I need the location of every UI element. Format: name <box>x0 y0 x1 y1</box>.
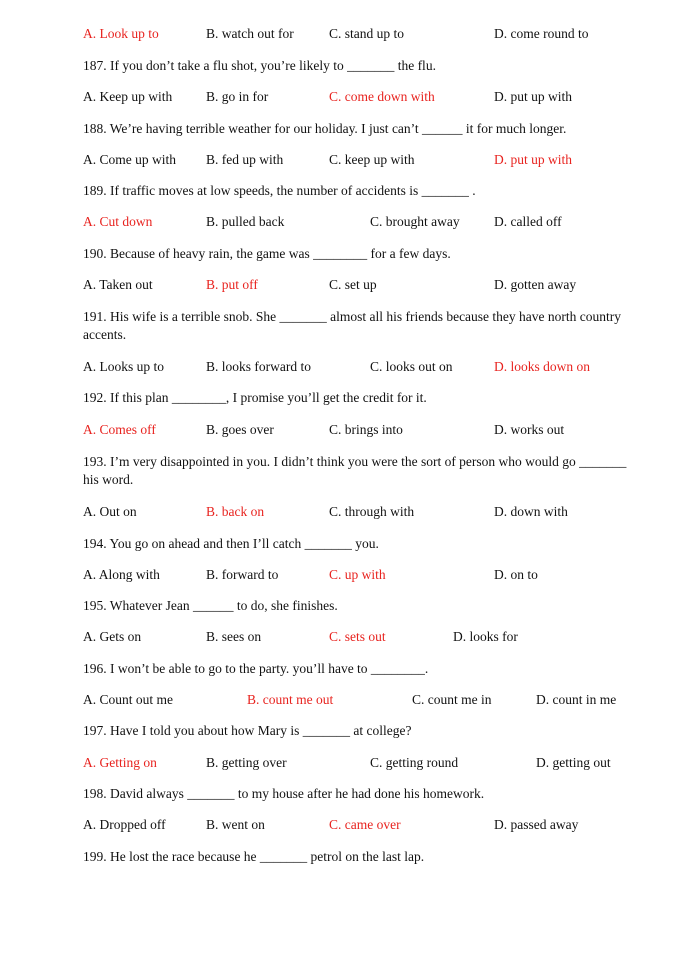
option-c: C. looks out on <box>370 359 453 374</box>
option-b: B. pulled back <box>206 214 285 229</box>
option-d: D. on to <box>494 567 538 582</box>
option-b: B. go in for <box>206 89 269 104</box>
question-196: 196. I won’t be able to go to the party. you’ll have to ________. <box>83 661 429 676</box>
option-b: B. goes over <box>206 422 274 437</box>
option-a: A. Cut down <box>83 214 153 229</box>
option-b: B. put off <box>206 277 258 292</box>
option-d: D. put up with <box>494 152 573 167</box>
option-b: B. sees on <box>206 629 262 644</box>
option-c: C. set up <box>329 277 377 292</box>
option-a: A. Along with <box>83 567 160 582</box>
option-c: C. up with <box>329 567 386 582</box>
option-a: A. Keep up with <box>83 89 173 104</box>
question-189: 189. If traffic moves at low speeds, the number of accidents is _______ . <box>83 183 476 198</box>
question-191: 191. His wife is a terrible snob. She _______ almost all his friends because they have north country accents. <box>83 309 622 342</box>
option-b: B. went on <box>206 817 265 832</box>
option-d: D. come round to <box>494 26 589 41</box>
option-b: B. watch out for <box>206 26 294 41</box>
question-194: 194. You go on ahead and then I’ll catch _______ you. <box>83 536 379 551</box>
option-c: C. count me in <box>412 692 492 707</box>
option-d: D. down with <box>494 504 568 519</box>
option-d: D. gotten away <box>494 277 577 292</box>
option-b: B. forward to <box>206 567 279 582</box>
option-a: A. Count out me <box>83 692 173 707</box>
option-a: A. Come up with <box>83 152 176 167</box>
option-c: C. through with <box>329 504 415 519</box>
question-193: 193. I’m very disappointed in you. I didn’t think you were the sort of person who would go _______ his word. <box>83 454 627 487</box>
option-c: C. come down with <box>329 89 435 104</box>
option-a: A. Taken out <box>83 277 153 292</box>
option-c: C. stand up to <box>329 26 405 41</box>
option-d: D. called off <box>494 214 562 229</box>
option-a: A. Getting on <box>83 755 157 770</box>
option-d: D. put up with <box>494 89 573 104</box>
option-a: A. Gets on <box>83 629 142 644</box>
option-a: A. Comes off <box>83 422 156 437</box>
question-195: 195. Whatever Jean ______ to do, she finishes. <box>83 598 338 613</box>
option-d: D. works out <box>494 422 565 437</box>
option-c: C. keep up with <box>329 152 415 167</box>
option-c: C. brings into <box>329 422 403 437</box>
option-d: D. passed away <box>494 817 579 832</box>
option-a: A. Look up to <box>83 26 159 41</box>
option-d: D. getting out <box>536 755 611 770</box>
option-d: D. looks for <box>453 629 518 644</box>
option-c: C. getting round <box>370 755 459 770</box>
option-b: B. back on <box>206 504 265 519</box>
option-a: A. Looks up to <box>83 359 164 374</box>
option-c: C. sets out <box>329 629 386 644</box>
option-b: B. getting over <box>206 755 287 770</box>
question-199: 199. He lost the race because he _______ petrol on the last lap. <box>83 849 425 864</box>
option-c: C. came over <box>329 817 401 832</box>
option-a: A. Out on <box>83 504 137 519</box>
question-187: 187. If you don’t take a flu shot, you’re likely to _______ the flu. <box>83 58 436 73</box>
option-b: B. fed up with <box>206 152 284 167</box>
question-198: 198. David always _______ to my house after he had done his homework. <box>83 786 485 801</box>
question-190: 190. Because of heavy rain, the game was ________ for a few days. <box>83 246 451 261</box>
option-c: C. brought away <box>370 214 460 229</box>
option-b: B. looks forward to <box>206 359 311 374</box>
option-d: D. looks down on <box>494 359 591 374</box>
question-192: 192. If this plan ________, I promise you’ll get the credit for it. <box>83 390 427 405</box>
option-d: D. count in me <box>536 692 617 707</box>
question-197: 197. Have I told you about how Mary is _______ at college? <box>83 723 412 738</box>
question-188: 188. We’re having terrible weather for our holiday. I just can’t ______ it for much longer. <box>83 121 567 136</box>
option-a: A. Dropped off <box>83 817 166 832</box>
option-b: B. count me out <box>247 692 334 707</box>
